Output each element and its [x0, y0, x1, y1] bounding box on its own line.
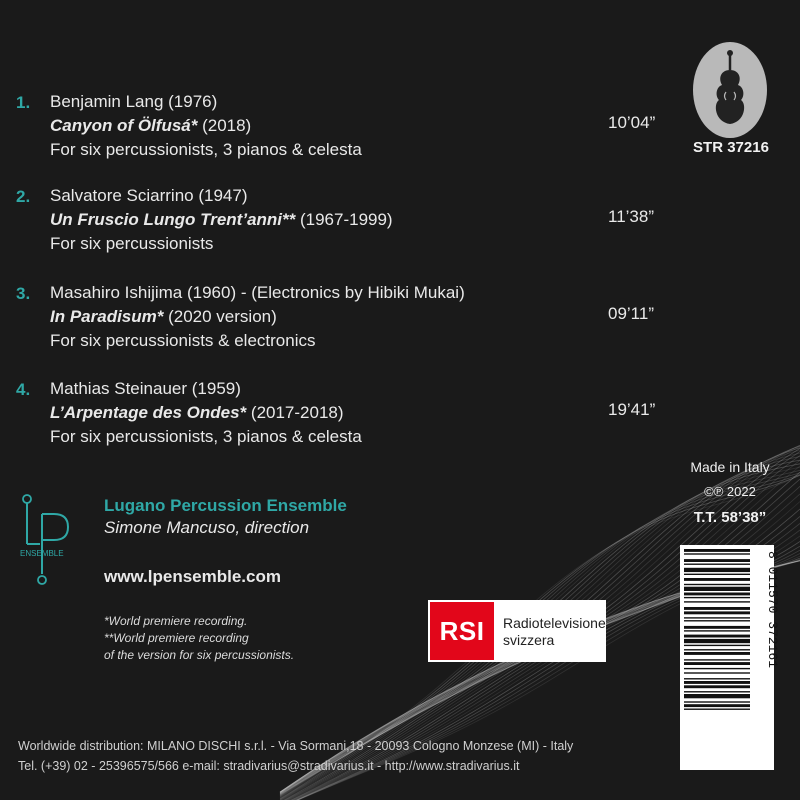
ensemble-logo-word: ENSEMBLE [20, 549, 64, 558]
rsi-logo [428, 600, 606, 662]
note-premiere-version: **World premiere recording [104, 631, 249, 645]
barcode-bar [684, 620, 750, 621]
website-link[interactable]: www.lpensemble.com [104, 567, 281, 586]
barcode-bar [684, 559, 750, 562]
barcode-bar [684, 630, 750, 631]
barcode-bar [684, 601, 750, 602]
barcode-bar [684, 587, 750, 591]
barcode-bar [684, 593, 750, 596]
track-instrumentation: For six percussionists, 3 pianos & celesta [50, 140, 362, 159]
track-title-line [50, 209, 393, 231]
ensemble-direction: Simone Mancuso, direction [104, 518, 310, 537]
track-title: Canyon of Ölfusá* [50, 116, 198, 135]
rsi-line-1: Radiotelevisione [503, 615, 606, 631]
note-premiere: *World premiere recording. [104, 614, 248, 628]
rsi-line-2: svizzera [503, 632, 555, 648]
barcode-bar [684, 672, 750, 673]
track-title-line [50, 402, 344, 424]
barcode-bar [684, 639, 750, 643]
ensemble-logo-icon [14, 494, 80, 589]
barcode-bar [684, 678, 750, 679]
barcode [680, 545, 780, 770]
barcode-bar [684, 574, 750, 575]
barcode-digits: 8 011570 372161 [765, 551, 780, 669]
barcode-bar [684, 659, 750, 660]
track-number: 2. [16, 187, 31, 206]
barcode-bar [684, 701, 750, 702]
barcode-bar [684, 694, 750, 698]
barcode-bars [684, 549, 750, 710]
barcode-bar [684, 704, 750, 707]
barcode-bar [684, 553, 750, 554]
track-number: 1. [16, 93, 31, 112]
track-year: (2018) [197, 116, 252, 135]
note-premiere-version-cont: of the version for six percussionists. [104, 648, 295, 662]
track-instrumentation: For six percussionists, 3 pianos & celesta [50, 427, 362, 446]
footer-distribution: Worldwide distribution: MILANO DISCHI s.r.l. - Via Sormani,18 - 20093 Cologno Monzese (MI) - Italy [18, 739, 574, 753]
barcode-bar [684, 681, 750, 684]
track-instrumentation: For six percussionists [50, 234, 214, 253]
barcode-bar [684, 564, 750, 565]
track-title-line [50, 115, 251, 137]
catalog-number: STR 37216 [693, 139, 769, 156]
barcode-bar [684, 691, 750, 692]
barcode-bar [684, 568, 750, 572]
footer-contact: Tel. (+39) 02 - 25396575/566 e-mail: stradivarius@stradivarius.it - http://www.stradivarius.it [18, 759, 520, 773]
barcode-bar [684, 668, 750, 669]
barcode-bar [684, 549, 750, 552]
track-composer: Masahiro Ishijima (1960) - (Electronics by Hibiki Mukai) [50, 283, 465, 302]
track-year: (1967-1999) [295, 210, 393, 229]
track-title: L’Arpentage des Ondes* [50, 403, 247, 422]
track-duration: 09’11” [608, 304, 654, 323]
rsi-mark: RSI [430, 602, 494, 660]
track-duration: 10’04” [608, 113, 656, 132]
barcode-bar [684, 635, 750, 638]
made-in: Made in Italy [690, 459, 770, 475]
barcode-bar [684, 584, 750, 585]
barcode-bar [684, 578, 750, 581]
barcode-bar [684, 597, 750, 598]
barcode-bar [684, 709, 750, 710]
track-duration: 11’38” [608, 207, 654, 226]
track-duration: 19’41” [608, 400, 656, 419]
track-number: 4. [16, 380, 31, 399]
barcode-bar [684, 611, 750, 614]
barcode-bar [684, 649, 750, 650]
track-year: (2020 version) [163, 307, 277, 326]
barcode-bar [684, 617, 750, 618]
barcode-bar [684, 626, 750, 629]
track-year: (2017-2018) [246, 403, 344, 422]
barcode-bar [684, 662, 750, 665]
barcode-bar [684, 652, 750, 655]
ensemble-name: Lugano Percussion Ensemble [104, 496, 347, 515]
track-number: 3. [16, 284, 31, 303]
track-composer: Benjamin Lang (1976) [50, 92, 218, 111]
track-title: In Paradisum* [50, 307, 164, 326]
barcode-bar [684, 645, 750, 646]
track-composer: Mathias Steinauer (1959) [50, 379, 241, 398]
barcode-bar [684, 607, 750, 610]
copyright: ©℗ 2022 [704, 484, 756, 499]
track-title-line [50, 306, 277, 328]
track-title: Un Fruscio Lungo Trent’anni** [50, 210, 296, 229]
barcode-bar [684, 685, 750, 688]
track-instrumentation: For six percussionists & electronics [50, 331, 316, 350]
violin-icon [691, 40, 769, 140]
total-time: T.T. 58’38” [693, 509, 767, 526]
track-composer: Salvatore Sciarrino (1947) [50, 186, 248, 205]
